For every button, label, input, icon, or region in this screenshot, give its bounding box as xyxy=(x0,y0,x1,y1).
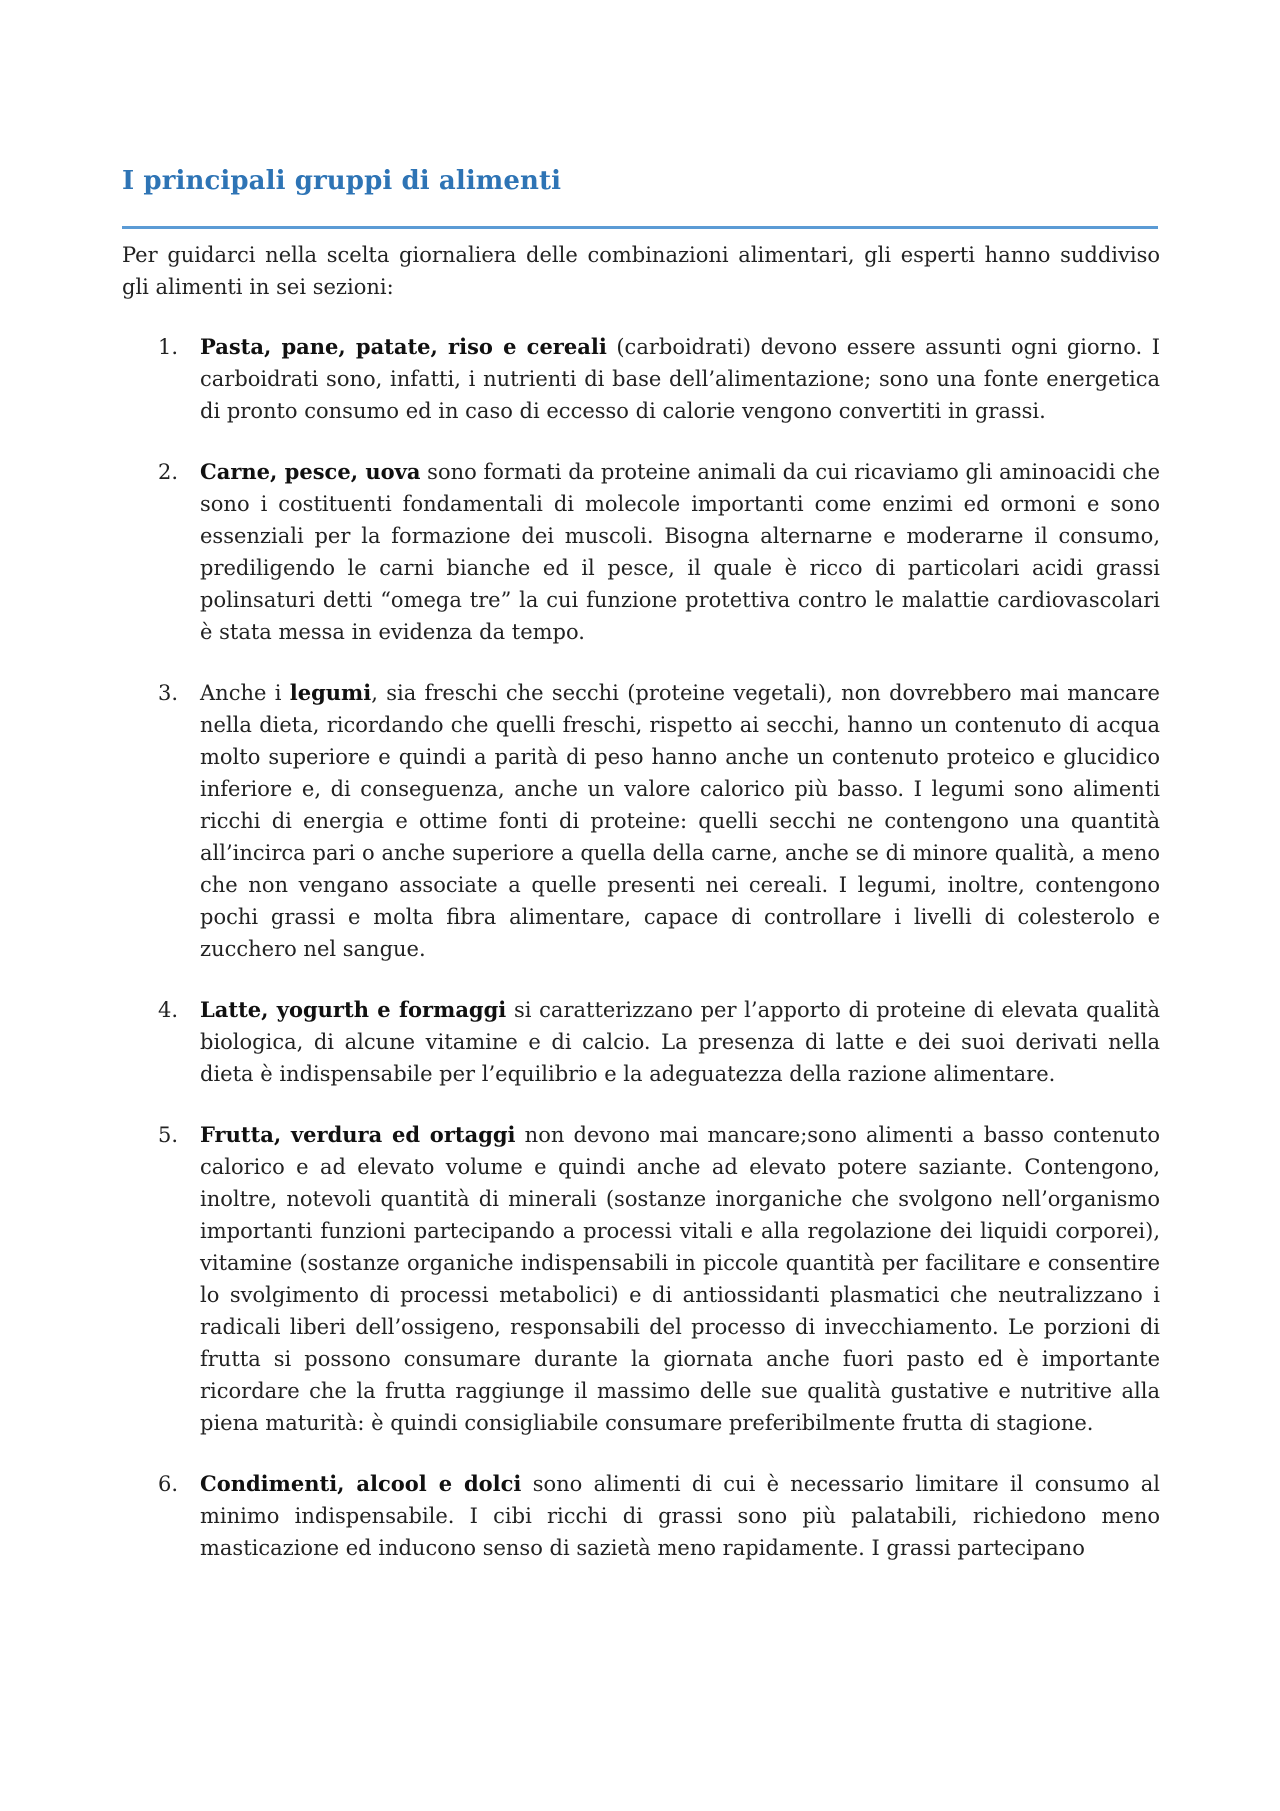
list-item-text: (carboidrati) devono essere assunti ogni giorno. I carboidrati sono, infatti, i nutrienti di base dell’alimentazione; sono una fonte energetica di pronto consumo ed in caso di eccesso di calorie vengono convertiti in grassi. xyxy=(200,335,1161,423)
list-item xyxy=(122,331,1160,427)
list-item xyxy=(122,677,1160,965)
list-item-number: 3. xyxy=(158,681,179,705)
list-item-number: 1. xyxy=(158,335,179,359)
intro-paragraph: Per guidarci nella scelta giornaliera delle combinazioni alimentari, gli esperti hanno suddiviso gli alimenti in sei sezioni: xyxy=(122,243,1160,299)
food-groups-list xyxy=(122,331,1160,1593)
list-item xyxy=(122,456,1160,648)
list-item-number: 4. xyxy=(158,998,179,1022)
list-item-text: non devono mai mancare;sono alimenti a basso contenuto calorico e ad elevato volume e quindi anche ad elevato potere saziante. Contengono, inoltre, notevoli quantità di minerali (sostanze inorganiche che svolgono nell’organismo importanti funzioni partecipando a processi vitali e alla regolazione dei liquidi corporei), vitamine (sostanze organiche indispensabili in piccole quantità per facilitare e consentire lo svolgimento di processi metabolici) e di antiossidanti plasmatici che neutralizzano i radicali liberi dell’ossigeno, responsabili del processo di invecchiamento. Le porzioni di frutta si possono consumare durante la giornata anche fuori pasto ed è importante ricordare che la frutta raggiunge il massimo delle sue qualità gustative e nutritive alla piena maturità: è quindi consigliabile consumare preferibilmente frutta di stagione. xyxy=(200,1123,1161,1435)
list-item-number: 2. xyxy=(158,460,179,484)
list-item xyxy=(122,1119,1160,1439)
list-item-text: si caratterizzano per l’apporto di proteine di elevata qualità biologica, di alcune vitamine e di calcio. La presenza di latte e dei suoi derivati nella dieta è indispensabile per l’equilibrio e la adeguatezza della razione alimentare. xyxy=(200,998,1160,1086)
list-item-text: , sia freschi che secchi (proteine vegetali), non dovrebbero mai mancare nella dieta, ricordando che quelli freschi, rispetto ai secchi, hanno un contenuto di acqua molto superiore e quindi a parità di peso hanno anche un contenuto proteico e glucidico inferiore e, di conseguenza, anche un valore calorico più basso. I legumi sono alimenti ricchi di energia e ottime fonti di proteine: quelli secchi ne contengono una quantità all’incirca pari o anche superiore a quella della carne, anche se di minore qualità, a meno che non vengano associate a quelle presenti nei cereali. I legumi, inoltre, contengono pochi grassi e molta fibra alimentare, capace di controllare i livelli di colesterolo e zucchero nel sangue. xyxy=(200,681,1160,961)
list-item-text: sono alimenti di cui è necessario limitare il consumo al minimo indispensabile. I cibi ricchi di grassi sono più palatabili, richiedono meno masticazione ed inducono senso di sazietà meno rapidamente. I grassi partecipano xyxy=(200,1472,1161,1560)
list-item xyxy=(122,1468,1160,1564)
list-item-lead: Condimenti, alcool e dolci xyxy=(200,1471,522,1496)
page-title: I principali gruppi di alimenti xyxy=(122,166,562,196)
list-item-prefix: Anche i xyxy=(200,681,290,705)
list-item-lead: Frutta, verdura ed ortaggi xyxy=(200,1122,516,1147)
list-item-number: 6. xyxy=(158,1472,179,1496)
list-item-lead: legumi xyxy=(289,680,372,705)
list-item-lead: Latte, yogurth e formaggi xyxy=(200,997,507,1022)
list-item-lead: Pasta, pane, patate, riso e cereali xyxy=(200,334,607,359)
title-divider xyxy=(122,226,1158,229)
list-item-number: 5. xyxy=(158,1123,179,1147)
list-item xyxy=(122,994,1160,1090)
list-item-text: sono formati da proteine animali da cui ricaviamo gli aminoacidi che sono i costituenti fondamentali di molecole importanti come enzimi ed ormoni e sono essenziali per la formazione dei muscoli. Bisogna alternarne e moderarne il consumo, prediligendo le carni bianche ed il pesce, il quale è ricco di particolari acidi grassi polinsaturi detti “omega tre” la cui funzione protettiva contro le malattie cardiovascolari è stata messa in evidenza da tempo. xyxy=(200,460,1160,644)
list-item-lead: Carne, pesce, uova xyxy=(200,459,421,484)
